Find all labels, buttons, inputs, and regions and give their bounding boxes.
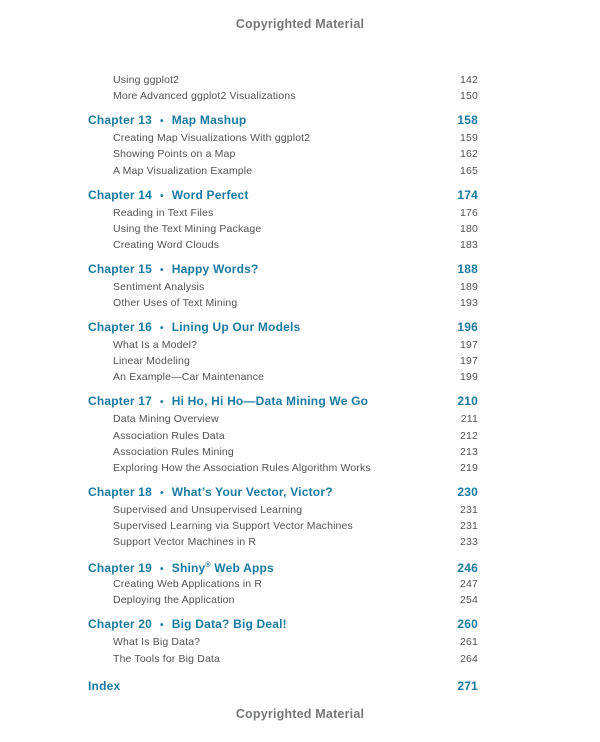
toc-entry-title: A Map Visualization Example <box>113 164 253 177</box>
chapter-heading-text <box>88 261 259 279</box>
toc-entry-page: 211 <box>460 413 478 426</box>
toc-entry-title: Creating Web Applications in R <box>113 578 263 591</box>
toc-entry-title: Supervised and Unsupervised Learning <box>113 503 303 516</box>
toc-entry-title: Using the Text Mining Package <box>113 222 262 235</box>
toc-entry <box>88 279 478 295</box>
chapter-heading-text <box>88 187 249 205</box>
toc-chapter-heading <box>88 484 478 500</box>
toc-entry <box>88 518 478 534</box>
toc-entry-page: 189 <box>460 280 478 293</box>
toc-entry <box>88 88 478 104</box>
toc-chapter-heading <box>88 616 478 632</box>
registered-trademark: ® <box>205 562 211 570</box>
chapter-label: Chapter 14 <box>88 187 153 202</box>
chapter-title: Happy Words? <box>171 261 259 276</box>
toc-entry-title: Linear Modeling <box>113 355 190 368</box>
toc-entry-page: 213 <box>460 445 478 458</box>
chapter-page: 260 <box>457 617 478 632</box>
toc-entry <box>88 502 478 518</box>
chapter-page: 246 <box>457 561 478 576</box>
chapter-page: 158 <box>457 113 478 128</box>
copyright-watermark-bottom: Copyrighted Material <box>235 707 365 721</box>
toc-entry <box>88 428 478 444</box>
toc-entry-page: 176 <box>460 206 478 219</box>
chapter-label: Chapter 16 <box>88 320 153 335</box>
toc-entry-page: 264 <box>460 652 478 665</box>
toc-entry <box>88 163 478 179</box>
toc-entry-page: 142 <box>460 74 478 86</box>
bullet-separator: • <box>160 264 164 276</box>
toc-entry-page: 199 <box>460 371 478 384</box>
toc-chapter-heading <box>88 393 478 409</box>
toc-entry-title: Showing Points on a Map <box>113 148 236 161</box>
toc-entry-page: 183 <box>460 238 478 251</box>
bullet-separator: • <box>160 620 164 632</box>
chapter-label: Chapter 17 <box>88 394 153 409</box>
toc-entry <box>88 337 478 353</box>
toc-entry-page: 261 <box>460 636 478 649</box>
chapter-page: 196 <box>457 320 478 335</box>
toc-entry <box>88 295 478 311</box>
toc-entry-page: 219 <box>460 461 478 474</box>
toc-entry-title: Exploring How the Association Rules Algorithm Works <box>113 461 371 474</box>
bullet-separator: • <box>160 487 164 499</box>
toc-entry-title: Other Uses of Text Mining <box>113 297 238 310</box>
bullet-separator: • <box>160 190 164 202</box>
chapter-heading-text <box>88 319 300 337</box>
bullet-separator: • <box>160 397 164 409</box>
toc-chapter-heading <box>88 319 478 335</box>
toc <box>88 72 478 696</box>
toc-entry <box>88 353 478 369</box>
toc-entry-page: 150 <box>460 90 478 103</box>
toc-entry-title: Deploying the Application <box>113 594 235 607</box>
chapter-title: Shiny® Web Apps <box>171 561 274 576</box>
chapter-title: Hi Ho, Hi Ho—Data Mining We Go <box>171 394 369 409</box>
toc-entry <box>88 444 478 460</box>
toc-chapter-heading <box>88 261 478 277</box>
toc-entry <box>88 592 478 608</box>
toc-entry-title: Using ggplot2 <box>113 74 180 86</box>
toc-entry <box>88 130 478 146</box>
toc-entry-page: 193 <box>460 297 478 310</box>
chapter-title: Word Perfect <box>171 187 249 202</box>
toc-entry-title: More Advanced ggplot2 Visualizations <box>113 90 296 103</box>
toc-entry-title: Reading in Text Files <box>113 206 214 219</box>
toc-entry-title: The Tools for Big Data <box>113 652 220 665</box>
toc-entry <box>88 460 478 476</box>
chapter-heading-text <box>88 616 287 634</box>
toc-entry-title: Association Rules Data <box>113 429 225 442</box>
toc-entry <box>88 576 478 592</box>
toc-entry <box>88 534 478 550</box>
chapter-heading-text <box>88 112 246 130</box>
toc-entry-title: Support Vector Machines in R <box>113 536 257 549</box>
toc-entry-page: 165 <box>460 164 478 177</box>
chapter-page: 210 <box>457 394 478 409</box>
chapter-heading-text <box>88 393 368 411</box>
toc-entry-page: 212 <box>460 429 478 442</box>
toc-entry-page: 162 <box>460 148 478 161</box>
toc-entry-page: 254 <box>460 594 478 607</box>
toc-chapter-heading <box>88 187 478 203</box>
toc-entry-title: Association Rules Mining <box>113 445 234 458</box>
chapter-page: 188 <box>457 261 478 276</box>
toc-index-heading <box>88 678 478 694</box>
bullet-separator: • <box>160 323 164 335</box>
toc-entry <box>88 205 478 221</box>
toc-entry-page: 197 <box>460 355 478 368</box>
toc-entry-page: 197 <box>460 339 478 351</box>
toc-entry <box>88 221 478 237</box>
toc-chapter-heading <box>88 558 478 574</box>
chapter-page: 230 <box>457 484 478 499</box>
chapter-title: Lining Up Our Models <box>171 320 301 335</box>
toc-entry-page: 231 <box>460 503 478 516</box>
index-page: 271 <box>457 679 478 694</box>
toc-chapter-heading <box>88 112 478 128</box>
chapter-label: Chapter 15 <box>88 261 153 276</box>
toc-entry-title: An Example—Car Maintenance <box>113 371 264 384</box>
bullet-separator: • <box>160 116 164 128</box>
toc-entry <box>88 411 478 427</box>
index-title: Index <box>88 679 121 694</box>
chapter-label: Chapter 19 <box>88 561 153 576</box>
toc-entry <box>88 237 478 253</box>
toc-entry-title: What Is Big Data? <box>113 636 201 649</box>
toc-entry-title: Supervised Learning via Support Vector Machines <box>113 520 353 533</box>
toc-entry-title: What Is a Model? <box>113 339 198 351</box>
toc-entry <box>88 651 478 667</box>
chapter-heading-text <box>88 484 333 502</box>
toc-entry-title: Creating Word Clouds <box>113 238 220 251</box>
copyright-watermark-top: Copyrighted Material <box>235 17 365 31</box>
toc-entry <box>88 634 478 650</box>
toc-entry-page: 233 <box>460 536 478 549</box>
toc-entry-page: 159 <box>460 132 478 145</box>
chapter-title: What’s Your Vector, Victor? <box>171 484 333 499</box>
chapter-page: 174 <box>457 187 478 202</box>
chapter-title: Big Data? Big Deal! <box>171 617 287 632</box>
chapter-label: Chapter 18 <box>88 484 153 499</box>
toc-entry-title: Sentiment Analysis <box>113 280 205 293</box>
chapter-label: Chapter 13 <box>88 113 153 128</box>
toc-entry-page: 247 <box>460 578 478 591</box>
toc-entry-title: Creating Map Visualizations With ggplot2 <box>113 132 311 145</box>
chapter-title: Map Mashup <box>171 113 247 128</box>
chapter-label: Chapter 20 <box>88 617 153 632</box>
toc-entry-page: 180 <box>460 222 478 235</box>
toc-entry <box>88 369 478 385</box>
toc-entry <box>88 146 478 162</box>
toc-entry <box>88 72 478 88</box>
toc-entry-title: Data Mining Overview <box>113 413 219 426</box>
bullet-separator: • <box>160 564 164 576</box>
toc-entry-page: 231 <box>460 520 478 533</box>
